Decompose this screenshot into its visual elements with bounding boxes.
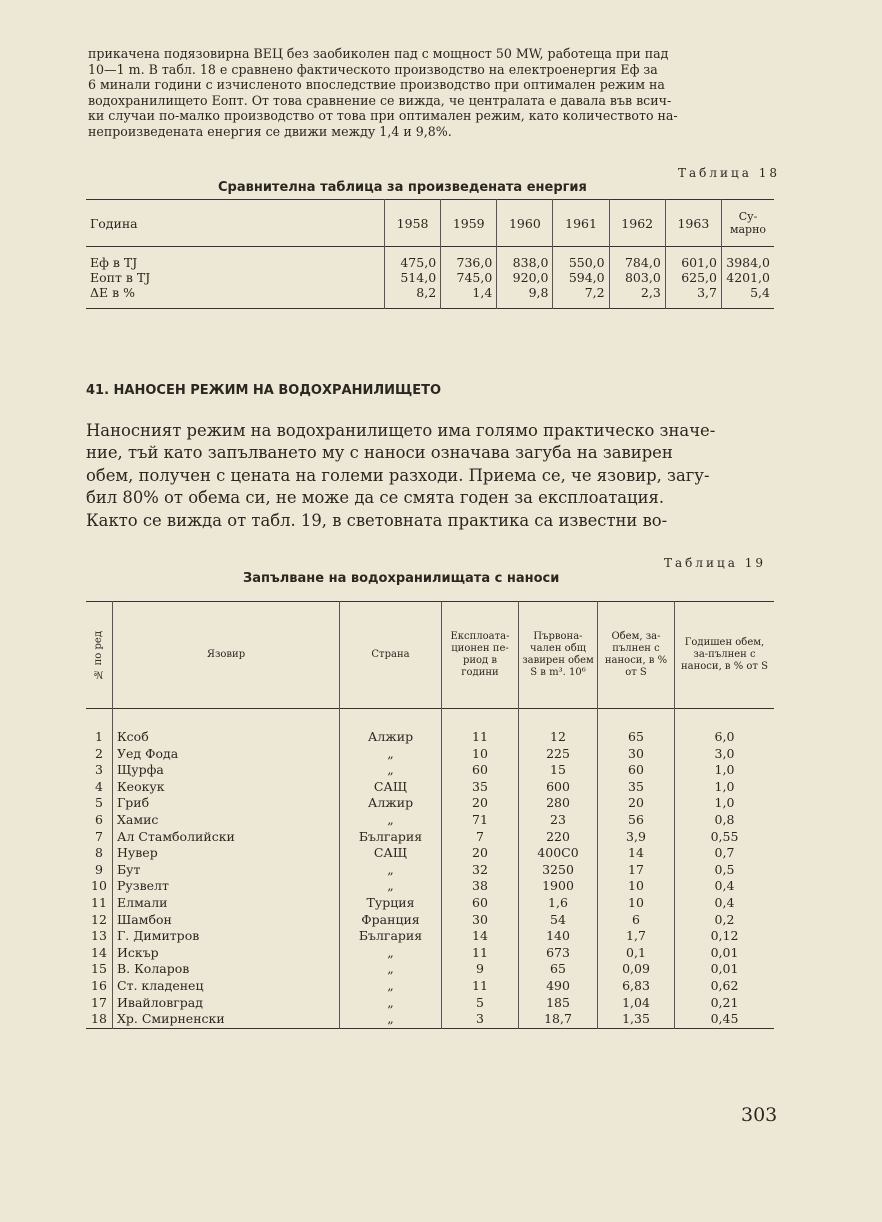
table-row — [86, 746, 774, 763]
table-cell: 38 — [442, 878, 519, 895]
table-cell: Ал Стамболийски — [113, 829, 340, 846]
table-cell: 0,01 — [675, 945, 775, 962]
cell: 5,4 — [750, 285, 770, 300]
table-cell: 3 — [95, 762, 103, 778]
table-cell: 140 — [519, 928, 598, 945]
table-cell: 11 — [91, 894, 107, 910]
table-cell: 3 — [442, 1011, 519, 1028]
table-cell: 16 — [91, 977, 107, 993]
col-1960 — [497, 247, 553, 309]
table-cell: 9 — [95, 861, 103, 877]
table-cell: 7 — [442, 829, 519, 846]
cell: 838,0 — [512, 255, 549, 270]
table-cell: 7 — [95, 828, 103, 844]
cell: 625,0 — [681, 270, 717, 285]
table-cell: 13 — [91, 928, 107, 944]
intro-line: непроизведената енергия се движи между 1,4 и 9,8%. — [88, 123, 452, 139]
table-cell: 17 — [91, 994, 107, 1010]
header-year-1959: 1959 — [441, 200, 497, 247]
table-cell: „ — [340, 762, 442, 779]
header-number-text: № по ред — [93, 630, 104, 680]
table-cell: 1900 — [519, 878, 598, 895]
table-cell: 0,12 — [675, 928, 775, 945]
cell: 736,0 — [456, 255, 493, 270]
table-cell: 56 — [598, 812, 675, 829]
table-row — [86, 762, 774, 779]
intro-line: прикачена подязовирна ВЕЦ без заобиколен пад с мощност 50 MW, работеща при пад — [88, 46, 669, 61]
table-row — [86, 1011, 774, 1028]
table-cell: Елмали — [113, 895, 340, 912]
header-year-1963: 1963 — [665, 200, 721, 247]
table-cell: 35 — [442, 779, 519, 796]
table-cell: Бут — [113, 862, 340, 879]
table-cell: 1,35 — [598, 1011, 675, 1028]
table-row — [86, 247, 774, 309]
table-cell: България — [340, 829, 442, 846]
table-cell: 1,0 — [675, 762, 775, 779]
table-cell: 0,45 — [675, 1011, 775, 1028]
table-cell: Уед Фода — [113, 746, 340, 763]
table-cell: 0,5 — [675, 862, 775, 879]
table-row — [86, 978, 774, 995]
cell: 2,3 — [640, 285, 661, 300]
main-line: бил 80% от обема си, не може да се смята годен за експлоатация. — [86, 488, 665, 508]
table-cell: 225 — [519, 746, 598, 763]
cell: 514,0 — [400, 270, 437, 285]
table-cell: Рузвелт — [113, 878, 340, 895]
table-cell: Алжир — [340, 729, 442, 746]
table-cell: „ — [340, 945, 442, 962]
section-title: 41. НАНОСЕН РЕЖИМ НА ВОДОХРАНИЛИЩЕТО — [86, 383, 442, 398]
main-line: обем, получен с цената на големи разходи. Приема се, че язовир, загу- — [86, 465, 710, 485]
table-cell: Алжир — [340, 795, 442, 812]
cell: 3,7 — [697, 285, 717, 300]
table-row — [86, 912, 774, 929]
col-1963 — [665, 247, 721, 309]
table-cell: 17 — [598, 862, 675, 879]
table-cell: 3250 — [519, 862, 598, 879]
header-year-1962: 1962 — [609, 200, 665, 247]
table-cell: 220 — [519, 829, 598, 846]
table-row — [86, 878, 774, 895]
header-year-1961: 1961 — [553, 200, 609, 247]
table-cell: 185 — [519, 995, 598, 1012]
table-cell: Ивайловград — [113, 995, 340, 1012]
table-row — [86, 795, 774, 812]
table-row — [86, 995, 774, 1012]
table-cell: 20 — [598, 795, 675, 812]
table-cell: България — [340, 928, 442, 945]
table-cell: 1 — [95, 729, 103, 744]
table-cell: „ — [340, 812, 442, 829]
energy-comparison-table — [86, 199, 774, 309]
table-row — [86, 729, 774, 746]
table-cell: Щурфа — [113, 762, 340, 779]
cell: 4201,0 — [726, 270, 770, 285]
table-cell: 3,0 — [675, 746, 775, 763]
table-cell: Франция — [340, 912, 442, 929]
header-annual: Годишен обем, за-пълнен с наноси, в % от S — [675, 602, 775, 709]
table-header-row — [86, 200, 774, 247]
table-cell: Шамбон — [113, 912, 340, 929]
table-cell: 15 — [519, 762, 598, 779]
table-cell: 11 — [442, 945, 519, 962]
col-1962 — [609, 247, 665, 309]
table-cell: 9 — [442, 961, 519, 978]
col-total — [722, 247, 775, 309]
table-cell: 0,62 — [675, 978, 775, 995]
table-cell: Ксоб — [113, 729, 340, 746]
header-volume: Първона-чален общ завирен обем S в m³. 10⁶ — [519, 602, 598, 709]
table-cell: 18,7 — [519, 1011, 598, 1028]
table-header-row — [86, 602, 774, 709]
table-cell: 673 — [519, 945, 598, 962]
table-cell: 400С0 — [519, 845, 598, 862]
table-cell: 3,9 — [598, 829, 675, 846]
cell: 920,0 — [512, 270, 549, 285]
page-number: 303 — [741, 1104, 778, 1126]
table-cell: 0,2 — [675, 912, 775, 929]
table-cell: „ — [340, 995, 442, 1012]
table-cell: 4 — [95, 778, 103, 794]
table-cell: 54 — [519, 912, 598, 929]
table-row — [86, 961, 774, 978]
header-country: Страна — [340, 602, 442, 709]
header-year: Година — [90, 215, 138, 231]
table-cell: „ — [340, 878, 442, 895]
table-cell: 14 — [598, 845, 675, 862]
table-cell: 1,0 — [675, 779, 775, 796]
table-cell: 0,09 — [598, 961, 675, 978]
row-label: Eф в TJ — [90, 255, 138, 270]
table-19-caption: Запълване на водохранилищата с наноси — [243, 571, 560, 586]
cell: 1,4 — [472, 285, 493, 300]
table-cell: „ — [340, 746, 442, 763]
intro-line: ки случаи по-малко производство от това при оптимален режим, като количеството на- — [88, 108, 678, 124]
table-row — [86, 862, 774, 879]
table-cell: САЩ — [340, 779, 442, 796]
table-cell: 18 — [91, 1011, 107, 1027]
row-label: ΔE в % — [90, 285, 136, 300]
table-cell: 11 — [442, 729, 519, 746]
cell: 784,0 — [624, 255, 661, 270]
header-year-1960: 1960 — [497, 200, 553, 247]
main-line: ние, тъй като запълването му с наноси означава загуба на завирен — [86, 443, 673, 463]
table-cell: „ — [340, 862, 442, 879]
table-cell: 65 — [519, 961, 598, 978]
intro-line: 6 минали години с изчисленото впоследствие производство при оптимален режим на — [88, 77, 665, 93]
table-cell: 1,7 — [598, 928, 675, 945]
table-cell: 490 — [519, 978, 598, 995]
table-cell: „ — [340, 961, 442, 978]
table-cell: 11 — [442, 978, 519, 995]
table-cell: 32 — [442, 862, 519, 879]
table-19-body — [86, 709, 774, 1029]
intro-paragraph — [88, 46, 778, 140]
reservoir-sediment-table — [86, 601, 774, 1029]
table-row — [86, 895, 774, 912]
spacer-row — [86, 709, 774, 730]
table-cell: 14 — [91, 944, 107, 960]
table-cell: Кеокук — [113, 779, 340, 796]
table-cell: 0,7 — [675, 845, 775, 862]
header-period: Експлоата-ционен пе-риод в години — [442, 602, 519, 709]
cell: 7,2 — [584, 285, 605, 300]
table-cell: 60 — [598, 762, 675, 779]
table-row — [86, 945, 774, 962]
table-cell: 15 — [91, 961, 107, 977]
table-cell: 65 — [598, 729, 675, 746]
table-cell: 1,04 — [598, 995, 675, 1012]
table-row — [86, 928, 774, 945]
table-cell: 6 — [598, 912, 675, 929]
table-cell: Нувер — [113, 845, 340, 862]
main-paragraph — [86, 420, 776, 532]
cell: 803,0 — [624, 270, 661, 285]
table-cell: 12 — [91, 911, 107, 927]
table-cell: 0,4 — [675, 878, 775, 895]
table-cell: „ — [340, 1011, 442, 1028]
cell: 3984,0 — [726, 255, 770, 270]
header-total: Су-марно — [722, 200, 775, 247]
table-cell: 23 — [519, 812, 598, 829]
table-cell: Искър — [113, 945, 340, 962]
table-cell: 0,21 — [675, 995, 775, 1012]
table-cell: Г. Димитров — [113, 928, 340, 945]
cell: 601,0 — [681, 255, 717, 270]
table-cell: 10 — [91, 878, 107, 894]
table-cell: 30 — [598, 746, 675, 763]
header-filled: Обем, за-пълнен с наноси, в % от S — [598, 602, 675, 709]
table-cell: 280 — [519, 795, 598, 812]
table-cell: 6 — [95, 811, 103, 827]
header-year-1958: 1958 — [385, 200, 441, 247]
cell: 594,0 — [568, 270, 605, 285]
table-19-label: Таблица 19 — [664, 556, 766, 570]
table-cell: 1,0 — [675, 795, 775, 812]
cell: 550,0 — [568, 255, 605, 270]
table-cell: 10 — [598, 895, 675, 912]
table-cell: 14 — [442, 928, 519, 945]
table-cell: В. Коларов — [113, 961, 340, 978]
header-dam: Язовир — [113, 602, 340, 709]
table-18-label: Таблица 18 — [678, 166, 780, 180]
col-1959 — [441, 247, 497, 309]
table-row — [86, 779, 774, 796]
col-1961 — [553, 247, 609, 309]
table-cell: 600 — [519, 779, 598, 796]
table-cell: 6,0 — [675, 729, 775, 746]
cell: 475,0 — [400, 255, 437, 270]
table-cell: Турция — [340, 895, 442, 912]
table-cell: 0,01 — [675, 961, 775, 978]
table-cell: 35 — [598, 779, 675, 796]
table-row — [86, 829, 774, 846]
table-cell: 71 — [442, 812, 519, 829]
table-cell: 20 — [442, 795, 519, 812]
table-cell: 0,1 — [598, 945, 675, 962]
table-cell: 0,8 — [675, 812, 775, 829]
main-line: Както се вижда от табл. 19, в световната практика са известни во- — [86, 510, 668, 530]
row-label: Eопт в TJ — [90, 270, 151, 285]
table-cell: Гриб — [113, 795, 340, 812]
table-cell: 60 — [442, 762, 519, 779]
table-cell: „ — [340, 978, 442, 995]
table-cell: САЩ — [340, 845, 442, 862]
cell: 745,0 — [456, 270, 493, 285]
table-cell: 6,83 — [598, 978, 675, 995]
table-cell: 0,55 — [675, 829, 775, 846]
table-cell: Хр. Смирненски — [113, 1011, 340, 1028]
table-cell: 12 — [519, 729, 598, 746]
row-labels-cell — [86, 247, 385, 309]
table-row — [86, 812, 774, 829]
col-1958 — [385, 247, 441, 309]
intro-line: водохранилището Eопт. От това сравнение се вижда, че централата е давала във всич- — [88, 92, 672, 108]
table-cell: 5 — [95, 795, 103, 811]
table-cell: 2 — [95, 745, 103, 761]
table-row — [86, 845, 774, 862]
table-cell: Ст. кладенец — [113, 978, 340, 995]
table-cell: 1,6 — [519, 895, 598, 912]
table-cell: 8 — [95, 845, 103, 861]
table-cell: 20 — [442, 845, 519, 862]
table-cell: 10 — [442, 746, 519, 763]
table-cell: 5 — [442, 995, 519, 1012]
header-number — [86, 602, 113, 709]
table-cell: 30 — [442, 912, 519, 929]
table-18-caption: Сравнителна таблица за произведената енергия — [218, 180, 587, 195]
intro-line: 10—1 m. В табл. 18 е сравнено фактическото производство на електроенергия Eф за — [88, 61, 658, 77]
cell: 8,2 — [416, 285, 437, 300]
table-cell: 60 — [442, 895, 519, 912]
table-cell: Хамис — [113, 812, 340, 829]
table-cell: 10 — [598, 878, 675, 895]
table-cell: 0,4 — [675, 895, 775, 912]
main-line: Наносният режим на водохранилището има голямо практическо значе- — [86, 421, 716, 440]
cell: 9,8 — [528, 285, 549, 300]
